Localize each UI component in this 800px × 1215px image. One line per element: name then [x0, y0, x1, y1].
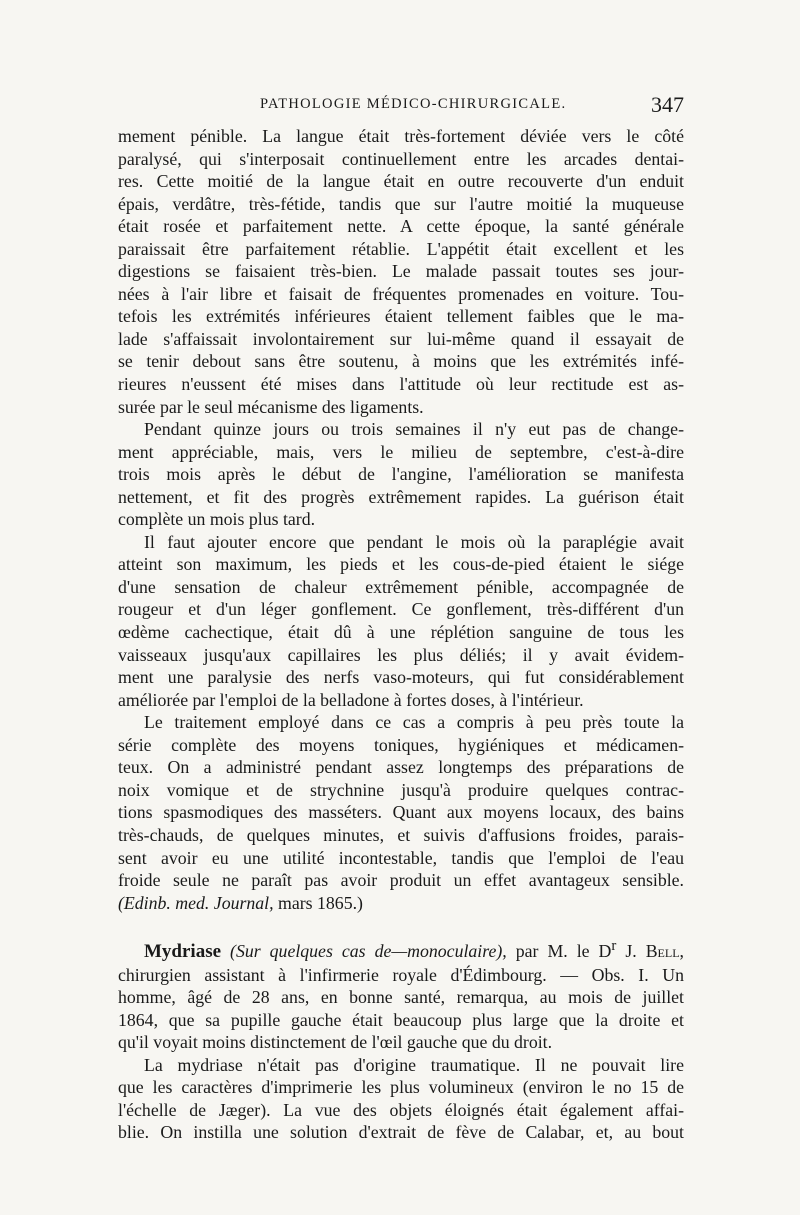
text-line: teux. On a administré pendant assez longtemps des préparations de	[118, 757, 684, 778]
citation-journal: (Edinb. med. Journal,	[118, 892, 274, 913]
text-line: améliorée par l'emploi de la belladone à fortes doses, à l'intérieur.	[118, 689, 584, 710]
text-line: paraissait être parfaitement rétablie. L'appétit était excellent et les	[118, 238, 684, 259]
author-sup: r	[611, 938, 617, 955]
section-subtitle: (Sur quelques cas de—monoculaire),	[230, 941, 507, 962]
running-title: PATHOLOGIE MÉDICO-CHIRURGICALE.	[260, 96, 567, 112]
text-line: froide seule ne paraît pas avoir produit un effet avantageux sensible.	[118, 870, 684, 891]
text-line: mement pénible. La langue était très-fortement déviée vers le côté	[118, 126, 684, 146]
section-title: Mydriase	[144, 941, 222, 963]
text-line: trois mois après le début de l'angine, l'amélioration se manifesta	[118, 464, 684, 485]
paragraph-2	[118, 418, 684, 531]
text-line: se tenir debout sans être soutenu, à moins que les extrémités infé-	[118, 351, 684, 372]
paragraph-1	[118, 125, 684, 418]
text-line: œdème cachectique, était dû à une réplétion sanguine de tous les	[118, 622, 684, 643]
text-line: rougeur et d'un léger gonflement. Ce gonflement, très-différent d'un	[118, 599, 684, 620]
text-line: ment appréciable, mais, vers le milieu de septembre, c'est-à-dire	[118, 441, 684, 462]
text-line: que les caractères d'imprimerie les plus volumineux (environ le no 15 de	[118, 1077, 684, 1098]
text-line: sent avoir eu une utilité incontestable, tandis que l'emploi de l'eau	[118, 847, 684, 868]
text-line: digestions se faisaient très-bien. Le malade passait toutes ses jour-	[118, 261, 684, 282]
page-number: 347	[651, 92, 684, 117]
citation-date: mars 1865.)	[273, 892, 363, 913]
text-line: Le traitement employé dans ce cas a compris à peu près toute la	[144, 712, 684, 733]
section-heading-line	[118, 935, 684, 963]
paragraph-3	[118, 531, 684, 711]
text-line: res. Cette moitié de la langue était en outre recouverte d'un enduit	[118, 171, 684, 192]
text-line: lade s'affaissait involontairement sur lui-même quand il essayait de	[118, 328, 684, 349]
author-initial: J.	[616, 941, 646, 962]
text-line: noix vomique et de strychnine jusqu'à produire quelques contrac-	[118, 779, 684, 800]
text-line: chirurgien assistant à l'infirmerie royale d'Édimbourg. — Obs. I. Un	[118, 964, 684, 985]
text-line: d'une sensation de chaleur extrêmement pénible, accompagnée de	[118, 576, 684, 597]
text-line: tions spasmodiques des masséters. Quant aux moyens locaux, des bains	[118, 802, 684, 823]
author-name: Bell	[645, 941, 680, 962]
text-line: complète un mois plus tard.	[118, 509, 316, 530]
text-line: atteint son maximum, les pieds et les cous-de-pied étaient le siége	[118, 554, 684, 575]
text-line: tefois les extrémités inférieures étaient tellement faibles que le ma-	[118, 306, 684, 327]
text-line: très-chauds, de quelques minutes, et suivis d'affusions froides, parais-	[118, 824, 684, 845]
heading-end: ,	[679, 941, 684, 962]
text-line: épais, verdâtre, très-fétide, tandis que sur l'autre moitié la muqueuse	[118, 193, 684, 214]
page-header	[118, 92, 684, 122]
text-line: 1864, que sa pupille gauche était beaucoup plus large que la droite et	[118, 1009, 684, 1030]
text-line: qu'il voyait moins distinctement de l'œil gauche que du droit.	[118, 1032, 553, 1053]
paragraph-5	[118, 935, 684, 1054]
body-text	[118, 125, 684, 1144]
paragraph-6	[118, 1054, 684, 1144]
text-line: ment une paralysie des nerfs vaso-moteurs, qui fut considérablement	[118, 667, 684, 688]
text-line: homme, âgé de 28 ans, en bonne santé, remarqua, au mois de juillet	[118, 987, 684, 1008]
text-line: vaisseaux jusqu'aux capillaires les plus déliés; il y avait évidem-	[118, 644, 684, 665]
text-line: était rosée et parfaitement nette. A cette époque, la santé générale	[118, 216, 684, 237]
text-line: paralysé, qui s'interposait continuellement entre les arcades dentai-	[118, 148, 684, 169]
text-line: blie. On instilla une solution d'extrait de fève de Calabar, et, au bout	[118, 1122, 684, 1143]
text-line: nettement, et fit des progrès extrêmement rapides. La guérison était	[118, 486, 684, 507]
text-line: Pendant quinze jours ou trois semaines il n'y eut pas de change-	[144, 419, 684, 440]
text-line: surée par le seul mécanisme des ligaments.	[118, 396, 424, 417]
text-line: série complète des moyens toniques, hygiéniques et médicamen-	[118, 734, 684, 755]
text-line: Il faut ajouter encore que pendant le mois où la paraplégie avait	[144, 531, 684, 552]
citation	[118, 892, 684, 915]
text-line: rieures n'eussent été mises dans l'attitude où leur rectitude est as-	[118, 374, 684, 395]
text-line: nées à l'air libre et faisait de fréquentes promenades en voiture. Tou-	[118, 283, 684, 304]
paragraph-4	[118, 711, 684, 914]
text-line: l'échelle de Jæger). La vue des objets éloignés était également affai-	[118, 1099, 684, 1120]
section-gap	[118, 914, 684, 935]
author-prefix: par M. le D	[506, 941, 612, 962]
text-line: La mydriase n'était pas d'origine traumatique. Il ne pouvait lire	[144, 1054, 684, 1075]
